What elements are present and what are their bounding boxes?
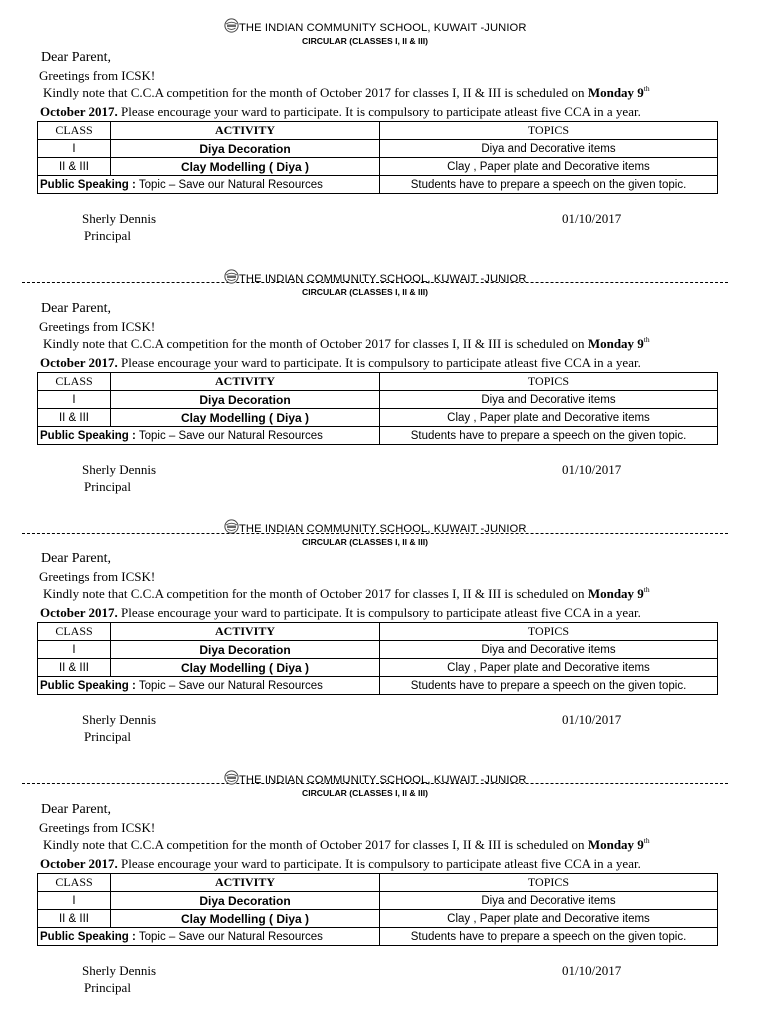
header-activity: ACTIVITY bbox=[111, 623, 380, 641]
signatory-name: Sherly Dennis bbox=[82, 211, 157, 226]
body-line-2-text: Please encourage your ward to participate. It is compulsory to participate atleast five CCA in a year. bbox=[117, 856, 641, 871]
public-speaking-cell bbox=[38, 427, 380, 445]
body-line-2 bbox=[40, 856, 641, 872]
row-class: I bbox=[38, 892, 111, 910]
circular-copy bbox=[0, 271, 770, 522]
row-class: II & III bbox=[38, 910, 111, 928]
row-activity: Diya Decoration bbox=[111, 140, 380, 158]
row-class: I bbox=[38, 641, 111, 659]
row-topics: Diya and Decorative items bbox=[380, 641, 718, 659]
row-class: II & III bbox=[38, 409, 111, 427]
header bbox=[224, 271, 544, 299]
public-speaking-cell bbox=[38, 677, 380, 695]
row-topics: Diya and Decorative items bbox=[380, 892, 718, 910]
row-activity: Diya Decoration bbox=[111, 892, 380, 910]
circular-title: CIRCULAR (CLASSES I, II & III) bbox=[302, 788, 429, 798]
table-row bbox=[38, 928, 718, 946]
header-class: CLASS bbox=[38, 373, 111, 391]
row-topics: Diya and Decorative items bbox=[380, 391, 718, 409]
public-speaking-topic: Topic – Save our Natural Resources bbox=[135, 429, 323, 442]
public-speaking-topic: Topic – Save our Natural Resources bbox=[135, 178, 323, 191]
event-day-suffix: th bbox=[643, 84, 650, 93]
body-line-1-text: Kindly note that C.C.A competition for the month of October 2017 for classes I, II & III is scheduled on bbox=[43, 837, 588, 852]
event-month: October 2017. bbox=[40, 856, 118, 871]
row-activity: Diya Decoration bbox=[111, 391, 380, 409]
event-day-suffix: th bbox=[643, 585, 650, 594]
table-row bbox=[38, 409, 718, 427]
school-emblem-icon bbox=[224, 770, 239, 785]
body-line-2-text: Please encourage your ward to participate. It is compulsory to participate atleast five CCA in a year. bbox=[117, 104, 641, 119]
row-topics: Students have to prepare a speech on the given topic. bbox=[380, 176, 718, 194]
row-activity: Clay Modelling ( Diya ) bbox=[111, 659, 380, 677]
public-speaking-cell bbox=[38, 928, 380, 946]
body-line-2 bbox=[40, 605, 641, 621]
circular-date: 01/10/2017 bbox=[562, 462, 622, 477]
table-row bbox=[38, 659, 718, 677]
header-topics: TOPICS bbox=[380, 122, 718, 140]
signatory-title: Principal bbox=[84, 980, 131, 995]
public-speaking-cell bbox=[38, 176, 380, 194]
table-header-row bbox=[38, 623, 718, 641]
table-row bbox=[38, 427, 718, 445]
row-topics: Students have to prepare a speech on the given topic. bbox=[380, 928, 718, 946]
row-topics: Diya and Decorative items bbox=[380, 140, 718, 158]
row-class: II & III bbox=[38, 158, 111, 176]
public-speaking-label: Public Speaking : bbox=[40, 930, 136, 943]
public-speaking-topic: Topic – Save our Natural Resources bbox=[135, 679, 323, 692]
signatory-title: Principal bbox=[84, 228, 131, 243]
header-activity: ACTIVITY bbox=[111, 122, 380, 140]
signatory-name: Sherly Dennis bbox=[82, 963, 157, 978]
circular-copy bbox=[0, 521, 770, 772]
event-day-suffix: th bbox=[643, 335, 650, 344]
event-day: Monday 9 bbox=[587, 586, 644, 601]
header-topics: TOPICS bbox=[380, 874, 718, 892]
table-row bbox=[38, 176, 718, 194]
circular-date: 01/10/2017 bbox=[562, 963, 622, 978]
row-class: I bbox=[38, 140, 111, 158]
salutation: Dear Parent, bbox=[41, 802, 111, 817]
activity-table bbox=[37, 873, 718, 946]
event-month: October 2017. bbox=[40, 355, 118, 370]
header-class: CLASS bbox=[38, 623, 111, 641]
circular-copy bbox=[0, 20, 770, 271]
event-day: Monday 9 bbox=[587, 336, 644, 351]
table-header-row bbox=[38, 122, 718, 140]
signatory-title: Principal bbox=[84, 729, 131, 744]
school-name: THE INDIAN COMMUNITY SCHOOL, KUWAIT -JUNIOR bbox=[239, 774, 527, 786]
table-header-row bbox=[38, 373, 718, 391]
event-month: October 2017. bbox=[40, 605, 118, 620]
row-topics: Clay , Paper plate and Decorative items bbox=[380, 659, 718, 677]
activity-table bbox=[37, 121, 718, 194]
public-speaking-topic: Topic – Save our Natural Resources bbox=[135, 930, 323, 943]
body-line-1-text: Kindly note that C.C.A competition for the month of October 2017 for classes I, II & III is scheduled on bbox=[43, 586, 588, 601]
public-speaking-label: Public Speaking : bbox=[40, 679, 136, 692]
circular-date: 01/10/2017 bbox=[562, 211, 622, 226]
circular-date: 01/10/2017 bbox=[562, 712, 622, 727]
circular-copy bbox=[0, 772, 770, 1023]
event-day: Monday 9 bbox=[587, 85, 644, 100]
greeting: Greetings from ICSK! bbox=[39, 68, 156, 83]
row-activity: Diya Decoration bbox=[111, 641, 380, 659]
activity-table bbox=[37, 622, 718, 695]
school-emblem-icon bbox=[224, 519, 239, 534]
header bbox=[224, 521, 544, 549]
body-line-2-text: Please encourage your ward to participate. It is compulsory to participate atleast five CCA in a year. bbox=[117, 605, 641, 620]
body-line-1 bbox=[43, 586, 650, 602]
body-line-1 bbox=[43, 85, 650, 101]
row-topics: Clay , Paper plate and Decorative items bbox=[380, 409, 718, 427]
table-row bbox=[38, 892, 718, 910]
public-speaking-label: Public Speaking : bbox=[40, 178, 136, 191]
table-row bbox=[38, 677, 718, 695]
circular-title: CIRCULAR (CLASSES I, II & III) bbox=[302, 287, 429, 297]
signatory-name: Sherly Dennis bbox=[82, 462, 157, 477]
row-topics: Students have to prepare a speech on the given topic. bbox=[380, 427, 718, 445]
row-activity: Clay Modelling ( Diya ) bbox=[111, 910, 380, 928]
header-topics: TOPICS bbox=[380, 373, 718, 391]
table-row bbox=[38, 641, 718, 659]
salutation: Dear Parent, bbox=[41, 551, 111, 566]
school-emblem-icon bbox=[224, 18, 239, 33]
header bbox=[224, 20, 544, 48]
body-line-2-text: Please encourage your ward to participate. It is compulsory to participate atleast five CCA in a year. bbox=[117, 355, 641, 370]
header-activity: ACTIVITY bbox=[111, 874, 380, 892]
row-class: I bbox=[38, 391, 111, 409]
header-class: CLASS bbox=[38, 874, 111, 892]
body-line-2 bbox=[40, 355, 641, 371]
row-activity: Clay Modelling ( Diya ) bbox=[111, 409, 380, 427]
greeting: Greetings from ICSK! bbox=[39, 569, 156, 584]
signatory-title: Principal bbox=[84, 479, 131, 494]
header bbox=[224, 772, 544, 800]
row-topics: Clay , Paper plate and Decorative items bbox=[380, 910, 718, 928]
event-day: Monday 9 bbox=[587, 837, 644, 852]
body-line-1 bbox=[43, 336, 650, 352]
activity-table bbox=[37, 372, 718, 445]
event-month: October 2017. bbox=[40, 104, 118, 119]
greeting: Greetings from ICSK! bbox=[39, 820, 156, 835]
body-line-1-text: Kindly note that C.C.A competition for the month of October 2017 for classes I, II & III is scheduled on bbox=[43, 85, 588, 100]
circular-title: CIRCULAR (CLASSES I, II & III) bbox=[302, 36, 429, 46]
body-line-1 bbox=[43, 837, 650, 853]
table-row bbox=[38, 158, 718, 176]
table-row bbox=[38, 140, 718, 158]
salutation: Dear Parent, bbox=[41, 301, 111, 316]
row-class: II & III bbox=[38, 659, 111, 677]
row-activity: Clay Modelling ( Diya ) bbox=[111, 158, 380, 176]
header-activity: ACTIVITY bbox=[111, 373, 380, 391]
table-header-row bbox=[38, 874, 718, 892]
school-name: THE INDIAN COMMUNITY SCHOOL, KUWAIT -JUNIOR bbox=[239, 523, 527, 535]
row-topics: Students have to prepare a speech on the given topic. bbox=[380, 677, 718, 695]
school-emblem-icon bbox=[224, 269, 239, 284]
body-line-1-text: Kindly note that C.C.A competition for the month of October 2017 for classes I, II & III is scheduled on bbox=[43, 336, 588, 351]
signatory-name: Sherly Dennis bbox=[82, 712, 157, 727]
header-class: CLASS bbox=[38, 122, 111, 140]
public-speaking-label: Public Speaking : bbox=[40, 429, 136, 442]
school-name: THE INDIAN COMMUNITY SCHOOL, KUWAIT -JUNIOR bbox=[239, 273, 527, 285]
table-row bbox=[38, 910, 718, 928]
circular-title: CIRCULAR (CLASSES I, II & III) bbox=[302, 537, 429, 547]
greeting: Greetings from ICSK! bbox=[39, 319, 156, 334]
school-name: THE INDIAN COMMUNITY SCHOOL, KUWAIT -JUNIOR bbox=[239, 22, 527, 34]
body-line-2 bbox=[40, 104, 641, 120]
salutation: Dear Parent, bbox=[41, 50, 111, 65]
row-topics: Clay , Paper plate and Decorative items bbox=[380, 158, 718, 176]
table-row bbox=[38, 391, 718, 409]
header-topics: TOPICS bbox=[380, 623, 718, 641]
event-day-suffix: th bbox=[643, 836, 650, 845]
